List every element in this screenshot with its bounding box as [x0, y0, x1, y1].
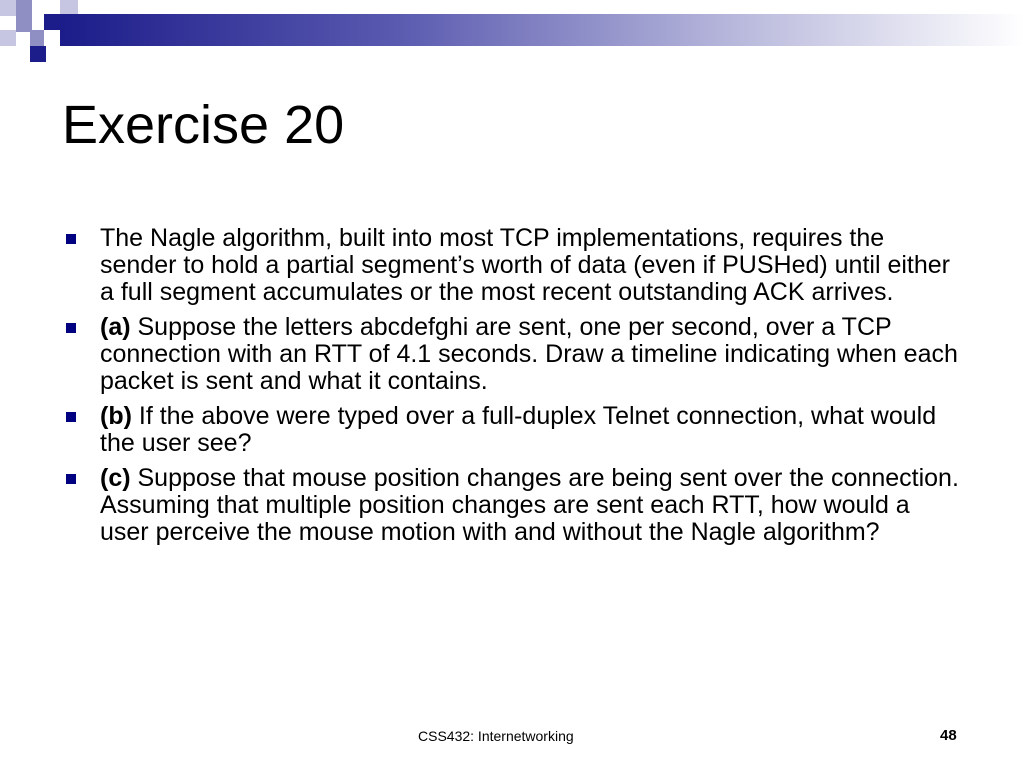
square-bullet-icon: [66, 474, 76, 484]
square-bullet-icon: [66, 323, 76, 333]
header-gradient-band: [60, 14, 1024, 46]
decor-square: [0, 0, 16, 16]
decor-square: [0, 30, 16, 46]
bullet-item: [62, 225, 962, 306]
bullet-list: [62, 225, 962, 554]
square-bullet-icon: [66, 412, 76, 422]
slide-title: Exercise 20: [62, 95, 345, 155]
bullet-text: Suppose that mouse position changes are being sent over the connection. Assuming that multiple position changes are sent each RTT, how would a user perceive the mouse motion with and without the Nagle algorithm?: [100, 464, 959, 546]
bullet-lead: (c): [100, 464, 131, 492]
decor-square: [30, 30, 44, 46]
bullet-lead: (a): [100, 313, 131, 341]
decor-square: [60, 0, 78, 14]
bullet-lead: (b): [100, 402, 132, 430]
bullet-item: [62, 314, 962, 395]
decor-square: [30, 46, 46, 62]
bullet-item: [62, 403, 962, 457]
bullet-text: Suppose the letters abcdefghi are sent, one per second, over a TCP connection with an RTT of 4.1 seconds. Draw a timeline indicating when each packet is sent and what it contains.: [100, 313, 958, 395]
footer-course-name: CSS432: Internetworking: [418, 728, 574, 744]
decor-square: [44, 14, 60, 30]
decor-square: [16, 0, 32, 16]
bullet-item: [62, 465, 962, 546]
footer-page-number: 48: [940, 727, 957, 744]
square-bullet-icon: [66, 234, 76, 244]
bullet-text: If the above were typed over a full-duplex Telnet connection, what would the user see?: [100, 402, 937, 457]
bullet-text: The Nagle algorithm, built into most TCP implementations, requires the sender to hold a partial segment’s worth of data (even if PUSHed) until either a full segment accumulates or the most recent outstanding ACK arrives.: [100, 224, 950, 306]
